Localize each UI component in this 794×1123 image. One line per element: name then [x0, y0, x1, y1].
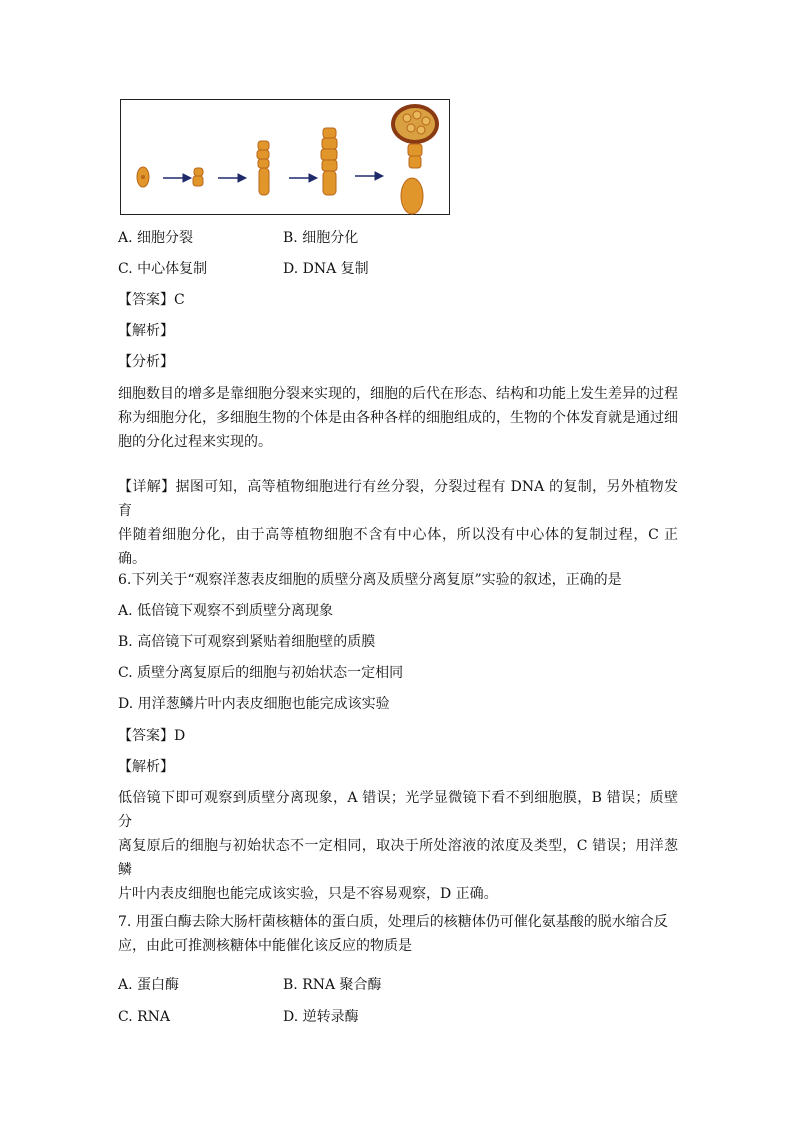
text-line: 胞的分化过程来实现的。	[118, 434, 272, 450]
two-cell-stage	[193, 168, 203, 186]
arrow-icon	[218, 174, 246, 182]
q5-option-d: D. DNA 复制	[283, 261, 369, 277]
q5-answer: 【答案】C	[118, 292, 185, 308]
q6-option-a: A. 低倍镜下观察不到质壁分离现象	[118, 603, 334, 619]
q7-option-d: D. 逆转录酶	[283, 1009, 359, 1025]
q5-option-c: C. 中心体复制	[118, 261, 208, 277]
q5-analysis-heading: 【解析】	[118, 323, 174, 339]
text-line: 【详解】据图可知，高等植物细胞进行有丝分裂，分裂过程有 DNA 的复制，另外植物发育	[118, 479, 678, 519]
q5-fenxi-paragraph	[118, 382, 678, 454]
text-line: 低倍镜下即可观察到质壁分离现象，A 错误；光学显微镜下看不到细胞膜，B 错误；质壁分	[118, 790, 678, 830]
q7-option-a: A. 蛋白酶	[118, 977, 180, 993]
q6-option-b: B. 高倍镜下可观察到紧贴着细胞壁的质膜	[118, 634, 376, 650]
q5-detail-paragraph	[118, 475, 678, 571]
cell-development-diagram	[121, 100, 451, 216]
q7-option-c: C. RNA	[118, 1009, 171, 1025]
q6-stem: 6.下列关于“观察洋葱表皮细胞的质壁分离及质壁分离复原”实验的叙述，正确的是	[118, 572, 622, 588]
text-line: 片叶内表皮细胞也能完成该实验，只是不容易观察，D 正确。	[118, 886, 498, 902]
q7-stem	[118, 910, 678, 958]
text-line: 称为细胞分化，多细胞生物的个体是由各种各样的细胞组成的，生物的个体发育就是通过细	[118, 410, 678, 426]
q5-option-a: A. 细胞分裂	[118, 230, 194, 246]
q6-analysis-heading: 【解析】	[118, 759, 174, 775]
text-line: 伴随着细胞分化，由于高等植物细胞不含有中心体，所以没有中心体的复制过程，C 正确。	[118, 527, 678, 567]
arrow-icon	[163, 174, 191, 182]
q5-fenxi-heading: 【分析】	[118, 354, 174, 370]
q5-option-b: B. 细胞分化	[283, 230, 359, 246]
text-line: 应，由此可推测核糖体中能催化该反应的物质是	[118, 938, 412, 954]
text-line: 细胞数目的增多是靠细胞分裂来实现的，细胞的后代在形态、结构和功能上发生差异的过程	[118, 386, 678, 402]
text-line: 7. 用蛋白酶去除大肠杆菌核糖体的蛋白质，处理后的核糖体仍可催化氨基酸的脱水缩合反	[118, 914, 668, 930]
arrow-icon	[355, 172, 383, 180]
q6-analysis-paragraph	[118, 786, 678, 906]
q7-option-b: B. RNA 聚合酶	[283, 977, 382, 993]
multicell-stage	[321, 128, 337, 195]
text-line: 离复原后的细胞与初始状态不一定相同，取决于所处溶液的浓度及类型，C 错误；用洋葱鳞	[118, 838, 678, 878]
filament-stage	[257, 141, 269, 195]
q6-answer: 【答案】D	[118, 728, 186, 744]
q6-option-c: C. 质壁分离复原后的细胞与初始状态一定相同	[118, 665, 404, 681]
arrow-icon	[289, 174, 317, 182]
q6-option-d: D. 用洋葱鳞片叶内表皮细胞也能完成该实验	[118, 696, 390, 712]
mature-plant	[391, 104, 439, 214]
cell-development-figure	[120, 99, 450, 215]
